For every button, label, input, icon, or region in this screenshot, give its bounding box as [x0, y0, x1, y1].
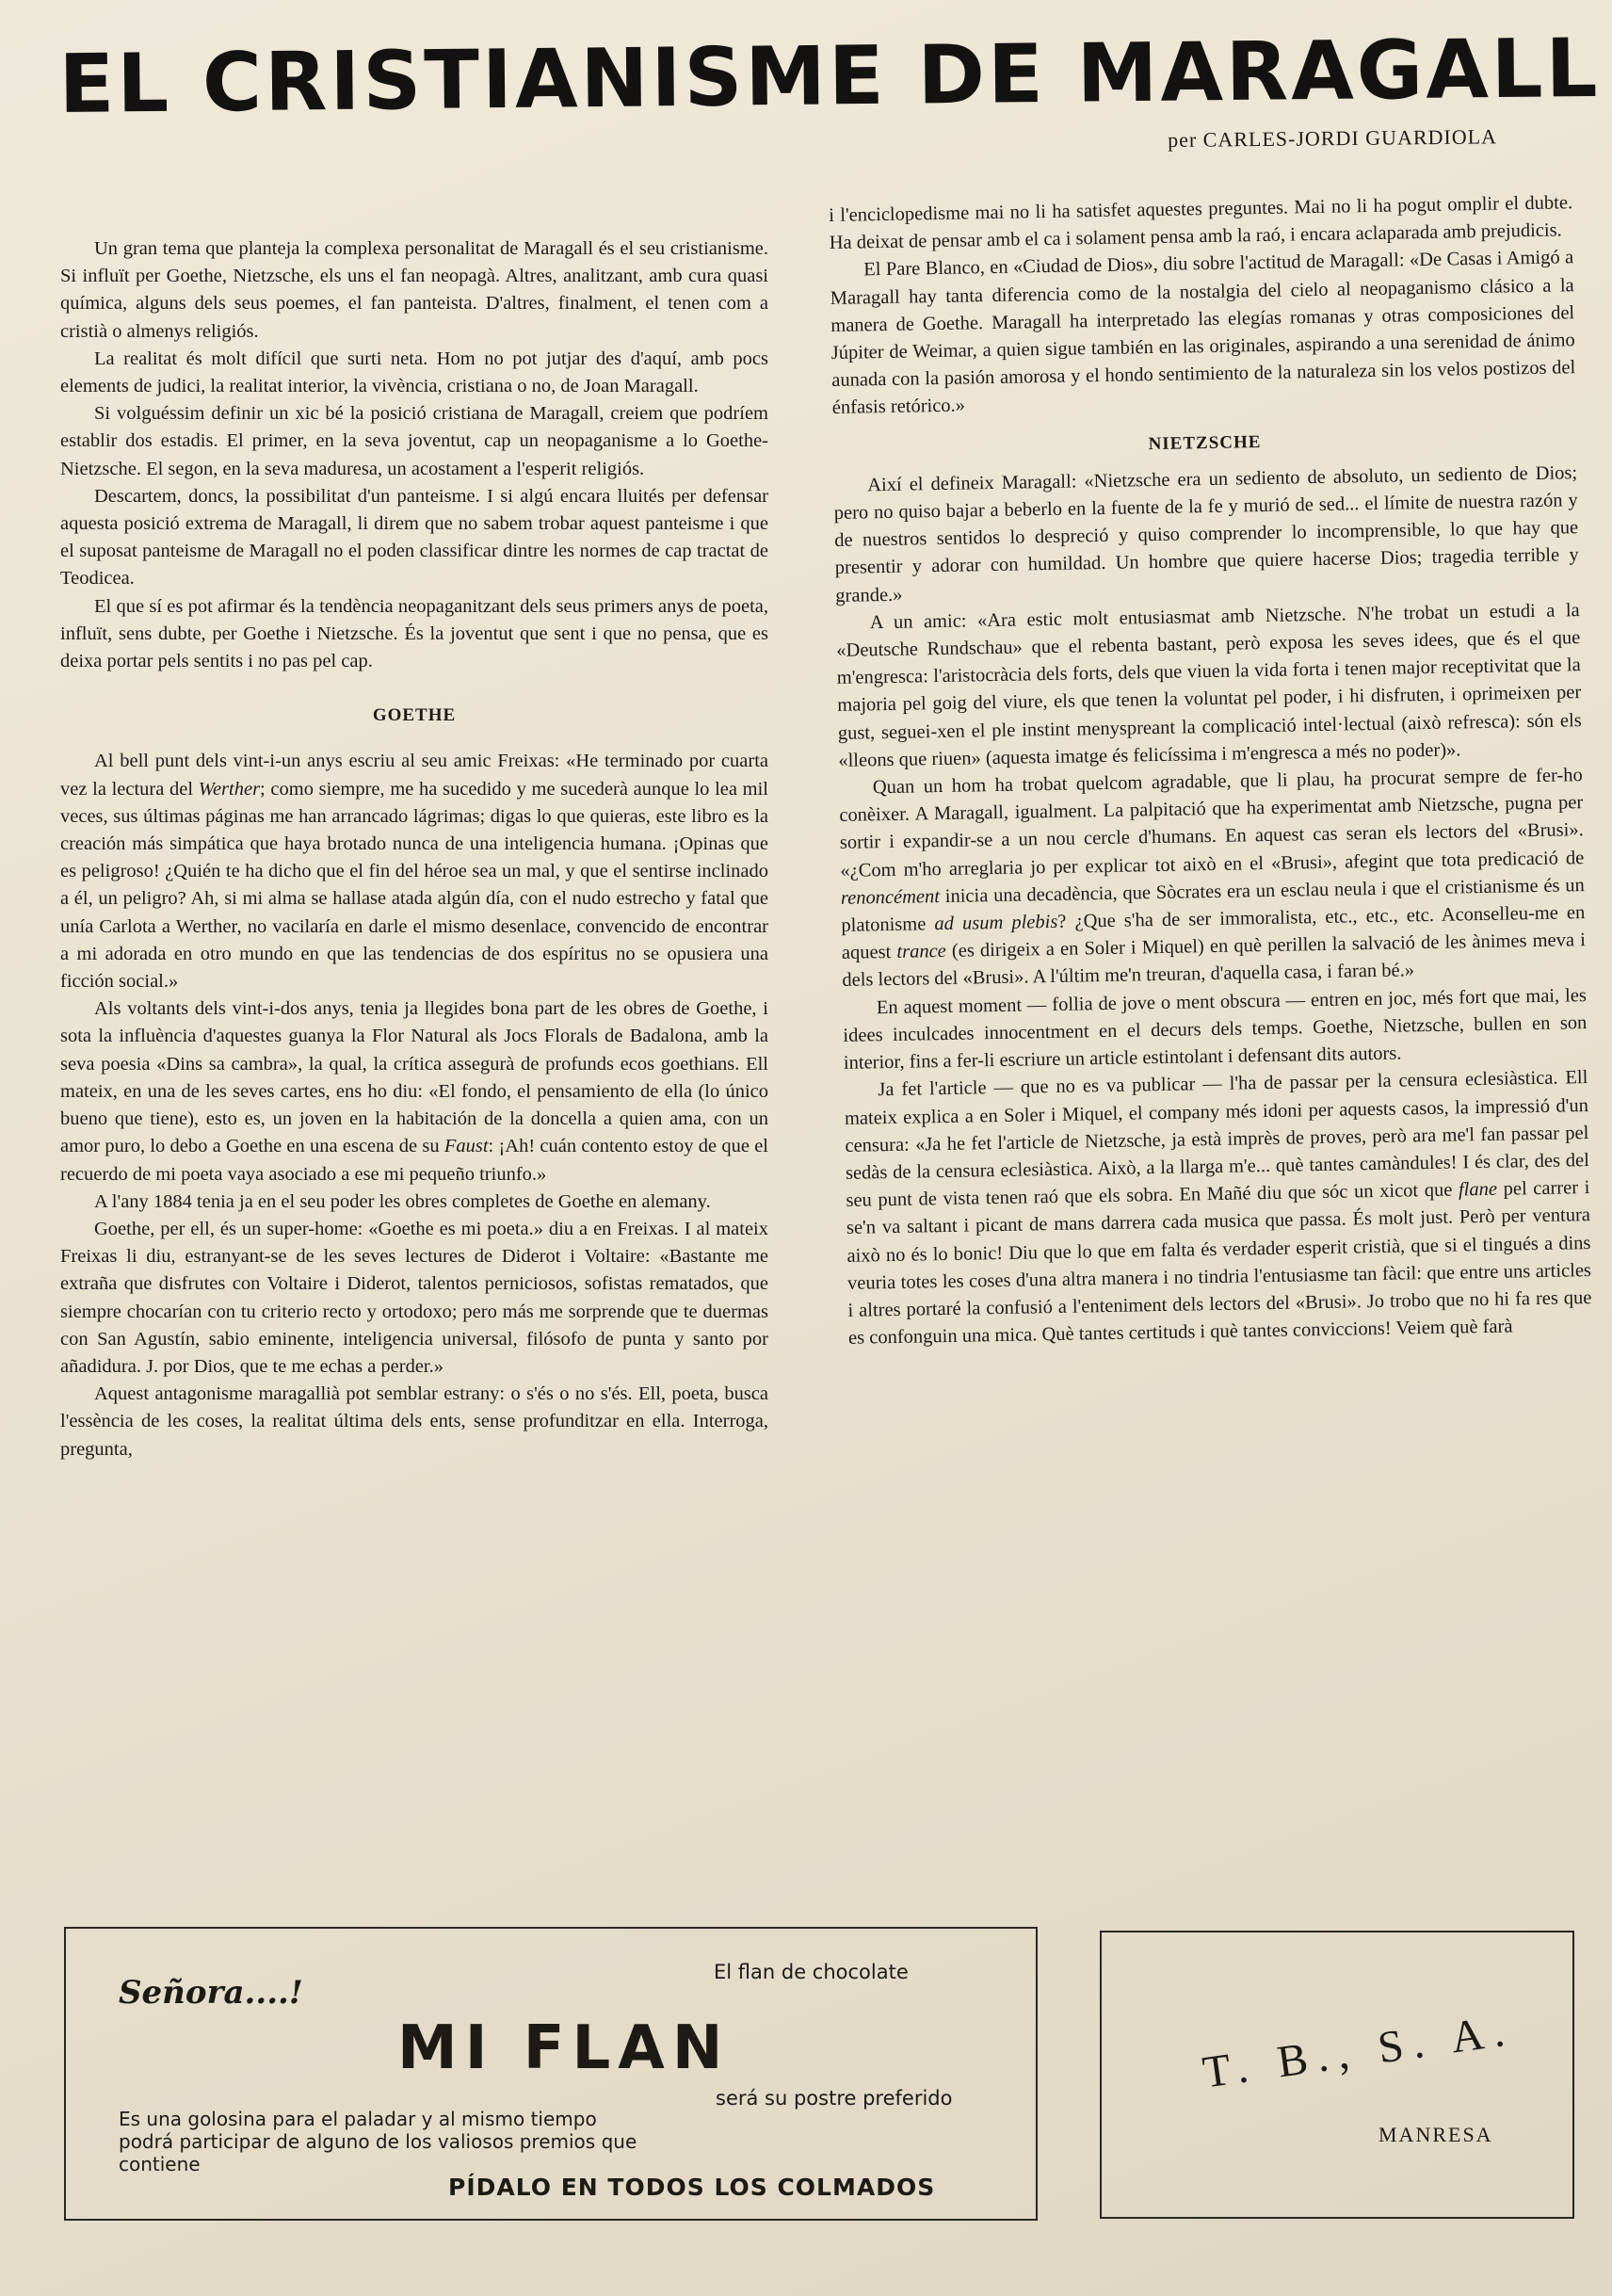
- paragraph: Goethe, per ell, és un super-home: «Goethe es mi poeta.» diu a en Freixas. I al mateix Freixas li diu, estranyant-se de les seves lectures de Diderot i Voltaire: «Bastante me extraña que disfrutes con Voltaire i Diderot, talentos perniciosos, sofistas rematados, que siempre chocarían con tu criterio recto y ortodoxo; pero más me sorprende que te duermas con San Agustín, sabio eminente, inteligencia universal, filósofo de punta y santo por añadidura. J. por Dios, que te me echas a perder.»: [60, 1218, 768, 1377]
- paragraph: A l'any 1884 tenia ja en el seu poder les obres completes de Goethe en alemany.: [94, 1190, 711, 1212]
- ad-call-to-action: PÍDALO EN TODOS LOS COLMADOS: [448, 2174, 936, 2201]
- tbsa-advertisement: [1100, 1931, 1574, 2219]
- paragraph: Si volguéssim definir un xic bé la posició cristiana de Maragall, creiem que podríem establir dos estadis. El primer, en la seva joventut, cap un neopaganisme a lo Goethe-Nietzsche. El segon, en la seva maduresa, un acostament a l'esperit religiós.: [60, 403, 768, 479]
- ad-description: Es una golosina para el paladar y al mismo tiempo podrá participar de alguno de los valiosos premios que contiene: [119, 2108, 637, 2175]
- section-heading-goethe: GOETHE: [372, 705, 457, 726]
- paragraph: i l'enciclopedisme mai no li ha satisfet aquestes preguntes. Mai no li ha pogut omplir el dubte. Ha deixat de pensar amb el ca i solament pensa amb la raó, i encara aclaparada amb prejudicis.: [829, 192, 1573, 254]
- paragraph: Al bell punt dels vint-i-un anys escriu al seu amic Freixas: «He terminado por cuarta vez la lectura del Werther; como siempre, me ha sucedido y me sucederà aunque lo lea mil veces, sus últimas páginas me han arrancado lágrimas; digas lo que quieras, este libro es la creación más simpática que haya brotado nunca de una inteligencia humana. ¡Opinas que es peligroso! ¿Quién te ha dicho que el fin del héroe sea un mal, y que el sentirse inclinado a él, un peligro? Ah, si mi alma se hallase atada algún día, con el nudo estrecho y fatal que unía Carlota a Werther, no vacilaría en darle el mismo desenlace, convencido de encontrar a mi adorada en otro mundo en que las tendencias de dos espíritus no se opusiera una ficción social.»: [60, 751, 768, 993]
- paragraph: La realitat és molt difícil que surti neta. Hom no pot jutjar des d'aquí, amb pocs elements de judici, la realitat interior, la vivència, cristiana o no, de Joan Maragall.: [60, 348, 768, 397]
- paragraph: Així el defineix Maragall: «Nietzsche era un sediento de absoluto, un sediento de Dios; pero no quiso bajar a beberlo en la fuente de la fe y murió de sed... el límite de nuestra razón y de nuestros sentidos lo despreció y quiso comprender lo incomprensible, lo que hay que presentir y adorar con humildad. Un hombre que quiere hacerse Dios; tragedia terrible y grande.»: [833, 461, 1579, 606]
- paragraph: Aquest antagonisme maragallià pot semblar estrany: o s'és o no s'és. Ell, poeta, busca l'essència de les coses, la realitat última dels ents, sense profunditzar en ella. Interroga, pregunta,: [60, 1383, 768, 1460]
- ad-brand: MI FLAN: [397, 2013, 731, 2083]
- paragraph: Descartem, doncs, la possibilitat d'un panteisme. I si algú encara lluités per defensar aquesta posició extrema de Maragall, li direm que no sabem trobar aquest panteisme i que el suposat panteisme de Maragall no el poden classificar dintre les normes de cap tractat de Teodicea.: [60, 485, 768, 590]
- paragraph: El Pare Blanco, en «Ciudad de Dios», diu sobre l'actitud de Maragall: «De Casas i Amigó a Maragall hay tanta diferencia como de la nostalgia del cielo al neopaganismo clásico a la manera de Goethe. Maragall ha interpretado las elegías romanas y otras composiciones del Júpiter de Weimar, a quien sigue también en las originales, aspirando a una serenidad de ánimo aunada con la pasión amorosa y el hondo sentimiento de la naturaleza sin los velos postizos del énfasis retórico.»: [830, 247, 1576, 419]
- paragraph: En aquest moment — follia de jove o ment obscura — entren en joc, més fort que mai, les idees inculcades innocentment en el decurs dels temps. Goethe, Nietzsche, bullen en son interior, fins a fer-li escriure un article estintolant i defensant dits autors.: [843, 984, 1588, 1074]
- section-heading-nietzsche: NIETZSCHE: [1148, 431, 1262, 454]
- article-title: EL CRISTIANISME DE MARAGALL: [58, 21, 1601, 132]
- paragraph: Als voltants dels vint-i-dos anys, tenia ja llegides bona part de les obres de Goethe, i sota la influència d'aquestes guanya la Flor Natural als Jocs Florals de Badalona, amb la seva poesia «Dins sa cambra», la qual, la crítica assegurà de profunds ecos goethians. Ell mateix, en una de les seves cartes, ens ho diu: «El fondo, el pensamiento de ella (lo único bueno que tiene), esto es, un joven en la habitación de la doncella a quien ama, con un amor puro, lo debo a Goethe en una escena de su Faust: ¡Ah! cuán contento estoy de que el recuerdo de mi poeta vaya asociado a ese mi pequeño triunfo.»: [60, 998, 768, 1185]
- paragraph: Quan un hom ha trobat quelcom agradable, que li plau, ha procurat sempre de fer-ho conèixer. A Maragall, igualment. La palpitació que ha experimentat amb Nietzsche, pugna per sortir i expandir-se a un nou cercle d'humans. En aquest cas seran els lectors del «Brusi». «¿Com m'ho arreglaria jo per explicar tot això en el «Brusi», afegint que tota predicació de renoncément inicia una decadència, que Sòcrates era un esclau neula i que el cristianisme és un platonisme ad usum plebis? ¿Que s'ha de ser immoralista, etc., etc., etc. Aconselleu-me en aquest trance (es dirigeix a en Soler i Miquel) en què perillen la salvació de les ànimes meva i dels lectors del «Brusi». A l'últim me'n treuran, d'aquella casa, i faran bé.»: [839, 765, 1587, 992]
- left-column: [60, 235, 768, 1463]
- paragraph: A un amic: «Ara estic molt entusiasmat amb Nietzsche. N'he trobat un estudi a la «Deutsche Rundschau» que el rebenta bastant, però exposa les seves idees, que és el que m'engresca: l'aristocràcia dels forts, dels que viuen la vida forta i tenen major receptivitat que la majoria pel goig del viure, els que tenen la voluntat pel poder, i hi disfruten, i oprimeixen per gust, seguei-xen el ple instint menyspreant la complicació intel·lectual (això refresca): són els «lleons que riuen» (aquesta imatge és felicíssima i m'engresca a més no poder)».: [836, 599, 1582, 771]
- ad-tagline-bottom: será su postre preferido: [716, 2087, 953, 2110]
- right-column: [829, 189, 1592, 1352]
- article-byline: per CARLES-JORDI GUARDIOLA: [1168, 124, 1498, 152]
- paragraph: Ja fet l'article — que no es va publicar — l'ha de passar per la censura eclesiàstica. Ell mateix explica a en Soler i Miquel, el company més idoni per aquests casos, la impressió d'un censura: «Ja he fet l'article de Nietzsche, ja està imprès de proves, però ara me'l fan passar pel sedàs de la censura eclesiàstica. Això, a la llarga m'e... què tantes camàndules! I és clar, des del seu punt de vista tenen raó que els sobra. En Mañé diu que sóc un xicot que flane pel carrer i se'n va saltant i picant de mans darrera cada musica que passa. És molt just. Però per ventura això no és lo bonic! Diu que lo que em falta és verdader esperit cristià, que si el tingués a dins veuria totes les coses d'una altra manera i no tindria l'entusiasme tan fàcil: que entre uns articles i altres portaré la confusió a l'enteniment dels lectors del «Brusi». Jo trobo que no hi fa res que es confonguin una mica. Què tantes certituds i què tantes conviccions! Veiem què farà: [844, 1067, 1592, 1349]
- ad-tagline-top: El flan de chocolate: [714, 1961, 909, 1983]
- company-name: T. B., S. A.: [1200, 2004, 1517, 2098]
- ad-greeting: Señora....!: [119, 1974, 303, 2012]
- company-city: MANRESA: [1378, 2123, 1493, 2146]
- paragraph: Un gran tema que planteja la complexa personalitat de Maragall és el seu cristianisme. Si influït per Goethe, Nietzsche, els uns el fan neopagà. Altres, analitzant, amb cura quasi química, alguns dels seus poemes, el fan panteista. D'altres, finalment, el tenen com a cristià o almenys religiós.: [60, 238, 768, 342]
- paragraph: El que sí es pot afirmar és la tendència neopaganitzant dels seus primers anys de poeta, influït, sens dubte, per Goethe i Nietzsche. És la joventut que sent i que no pensa, que es deixa portar pels sentits i no pas pel cap.: [60, 595, 768, 672]
- mi-flan-advertisement: [64, 1927, 1038, 2221]
